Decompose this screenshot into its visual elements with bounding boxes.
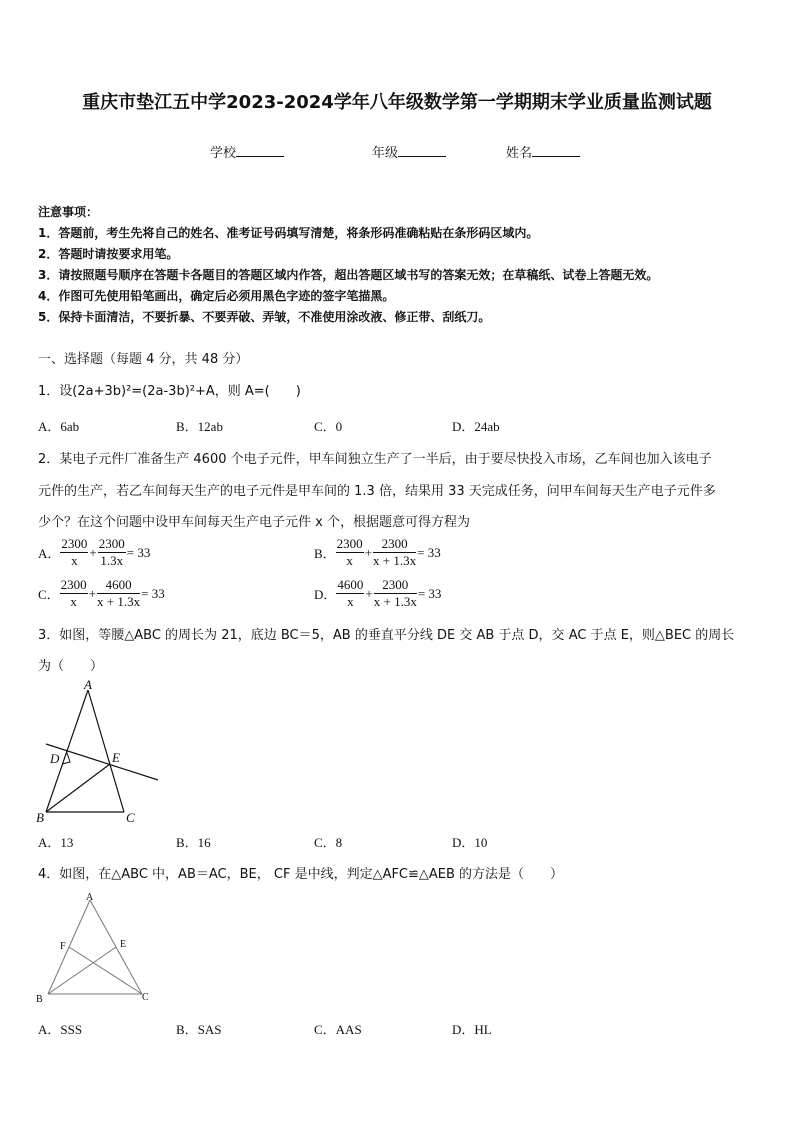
q1-option-c[interactable]: C．0 (314, 419, 343, 434)
school-label: 学校 (210, 146, 237, 161)
q2-option-b[interactable]: B． $\frac{2300}{x}$ + $\frac{2300}{x + 1.3x}$ = 33 (314, 536, 441, 568)
page-title: 重庆市垫江五中学2023-2024学年八年级数学第一学期期末学业质量监测试题 (82, 92, 712, 113)
q3-line-2: 为（ ） (38, 659, 104, 674)
label-e: E (120, 939, 127, 950)
q3-option-d[interactable]: D．10 (452, 835, 488, 850)
q4-triangle-figure (36, 890, 160, 1006)
q3-line-1: 3．如图，等腰△ABC 的周长为 21，底边 BC＝5，AB 的垂直平分线 DE 交 AB 于点 D，交 AC 于点 E，则△BEC 的周长 (38, 628, 735, 643)
label-b: B (36, 994, 43, 1005)
q3-triangle-figure (36, 678, 164, 824)
q2-line-1: 2．某电子元件厂准备生产 4600 个电子元件，甲车间独立生产了一半后，由于要尽快投入市场，乙车间也加入该电子 (38, 452, 712, 467)
q1-stem: 1．设(2a+3b)²=(2a-3b)²+A，则 A=( ) (38, 384, 301, 399)
notes-block (38, 202, 658, 328)
q4-option-b[interactable]: B．SAS (176, 1022, 222, 1037)
option-label: A． (38, 546, 61, 561)
segment-be (46, 764, 110, 812)
grade-label: 年级 (372, 146, 399, 161)
name-field[interactable] (506, 142, 580, 161)
q2-line-3: 少个？在这个问题中设甲车间每天生产电子元件 x 个，根据题意可得方程为 (38, 515, 470, 530)
fraction: $\frac{2300}{x}$ (336, 536, 363, 568)
name-label: 姓名 (506, 146, 533, 161)
q4-option-c[interactable]: C．AAS (314, 1022, 362, 1037)
q2-option-a[interactable]: A． $\frac{2300}{x}$ + $\frac{2300}{1.3x}$ = 33 (38, 536, 151, 568)
fraction: $\frac{2300}{x + 1.3x}$ (373, 577, 417, 609)
grade-blank[interactable] (398, 144, 446, 157)
note-item: 3．请按照题号顺序在答题卡各题目的答题区域内作答，超出答题区域书写的答案无效；在草稿纸、试卷上答题无效。 (38, 268, 659, 282)
label-d: D (50, 751, 60, 766)
q4-option-d[interactable]: D．HL (452, 1022, 492, 1037)
fraction: $\frac{2300}{x}$ (60, 577, 87, 609)
q1-option-d[interactable]: D．24ab (452, 419, 500, 434)
fraction: $\frac{2300}{1.3x}$ (98, 536, 125, 568)
q3-option-a[interactable]: A．13 (38, 835, 74, 850)
fraction: $\frac{2300}{x}$ (61, 536, 88, 568)
label-a: A (86, 892, 94, 903)
q1-option-b[interactable]: B．12ab (176, 419, 223, 434)
q3-option-c[interactable]: C．8 (314, 835, 343, 850)
note-item: 2．答题时请按要求用笔。 (38, 247, 179, 261)
q4-stem: 4．如图，在△ABC 中，AB＝AC，BE， CF 是中线，判定△AFC≌△AEB 的方法是（ ） (38, 867, 564, 882)
label-f: F (60, 941, 66, 952)
label-a: A (84, 678, 92, 692)
name-blank[interactable] (532, 144, 580, 157)
fraction: $\frac{4600}{x + 1.3x}$ (97, 577, 141, 609)
note-item: 5．保持卡面清洁，不要折暴、不要弄破、弄皱，不准使用涂改液、修正带、刮纸刀。 (38, 310, 491, 324)
q3-option-b[interactable]: B．16 (176, 835, 211, 850)
q2-option-d[interactable]: D． $\frac{4600}{x}$ + $\frac{2300}{x + 1.3x}$ = 33 (314, 577, 442, 609)
label-c: C (142, 992, 149, 1003)
option-label: B． (314, 546, 336, 561)
note-item: 4．作图可先使用铅笔画出，确定后必须用黑色字迹的签字笔描黑。 (38, 289, 395, 303)
note-item: 1．答题前，考生先将自己的姓名、准考证号码填写清楚，将条形码准确粘贴在条形码区域内。 (38, 226, 539, 240)
notes-heading: 注意事项： (38, 205, 99, 219)
school-blank[interactable] (236, 144, 284, 157)
option-label: D． (314, 587, 337, 602)
option-label: C． (38, 587, 60, 602)
q1-option-a[interactable]: A．6ab (38, 419, 80, 434)
fraction: $\frac{4600}{x}$ (337, 577, 364, 609)
label-b: B (36, 810, 44, 824)
label-c: C (126, 810, 135, 824)
school-field[interactable] (210, 142, 284, 161)
q4-option-a[interactable]: A．SSS (38, 1022, 83, 1037)
q2-line-2: 元件的生产，若乙车间每天生产的电子元件是甲车间的 1.3 倍，结果用 33 天完成任务，问甲车间每天生产电子元件多 (38, 484, 716, 499)
fraction: $\frac{2300}{x + 1.3x}$ (373, 536, 417, 568)
section-heading: 一、选择题（每题 4 分，共 48 分） (38, 352, 249, 367)
q2-option-c[interactable]: C． $\frac{2300}{x}$ + $\frac{4600}{x + 1.3x}$ = 33 (38, 577, 165, 609)
grade-field[interactable] (372, 142, 446, 161)
label-e: E (112, 750, 120, 765)
